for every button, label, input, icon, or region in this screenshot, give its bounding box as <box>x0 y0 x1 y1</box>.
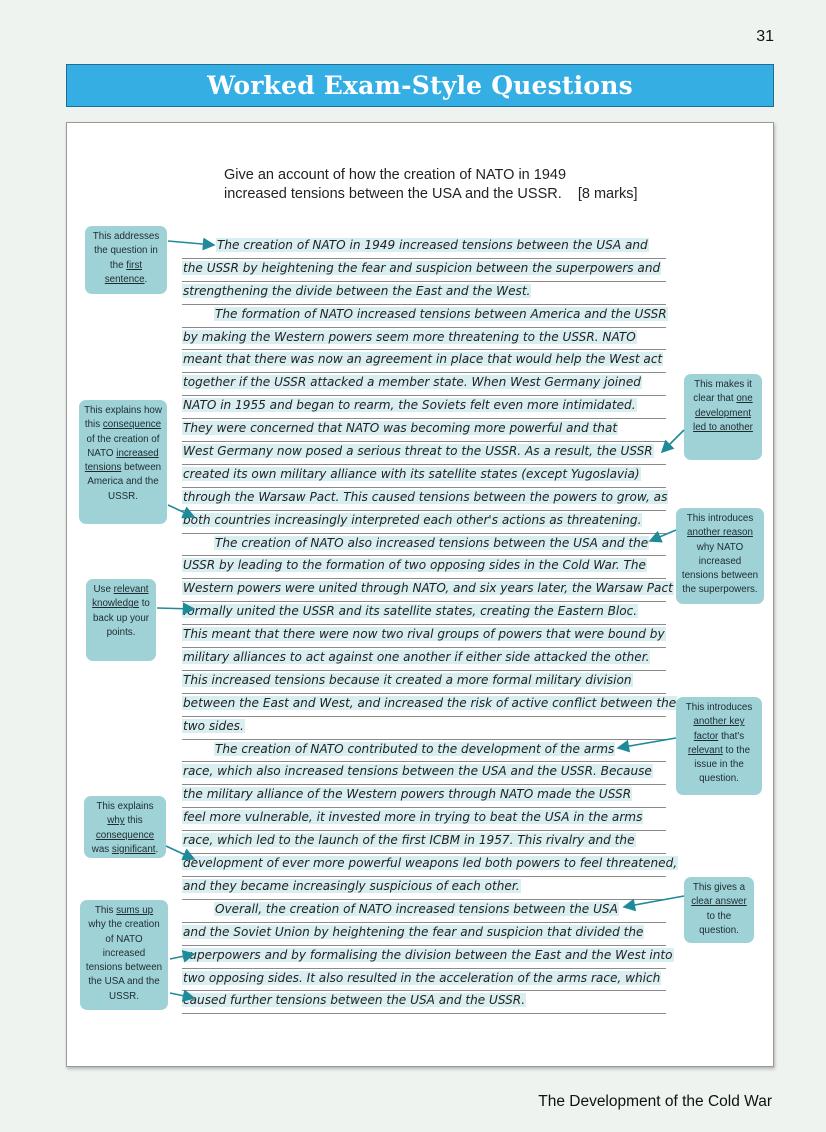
answer-line: by making the Western powers seem more threatening to the USSR. NATO <box>182 328 666 351</box>
annotation-another-factor: This introduces another key factor that's relevant to the issue in the question. <box>676 697 762 795</box>
answer-line: military alliances to act against one another if either side attacked the other. <box>182 648 666 671</box>
chapter-footer: The Development of the Cold War <box>538 1093 772 1110</box>
answer-line: NATO in 1955 and began to rearm, the Soviets felt even more intimidated. <box>182 396 666 419</box>
answer-line: The formation of NATO increased tensions between America and the USSR <box>182 305 666 328</box>
question-line-1: Give an account of how the creation of NATO in 1949 <box>224 167 567 183</box>
answer-line: the USSR by heightening the fear and suspicion between the superpowers and <box>182 259 666 282</box>
annotation-first-sentence: This addresses the question in the first sentence. <box>85 226 167 294</box>
arrow-significance <box>166 846 194 859</box>
arrow-another-factor <box>618 738 676 748</box>
annotation-one-development: This makes it clear that one development led to another <box>684 374 762 460</box>
answer-line: two sides. <box>182 717 666 740</box>
answer-line: race, which also increased tensions between the USA and the USSR. Because <box>182 762 666 785</box>
answer-line: meant that there was now an agreement in place that would help the West act <box>182 350 666 373</box>
answer-line: through the Warsaw Pact. This caused tensions between the powers to grow, as <box>182 488 666 511</box>
answer-line: The creation of NATO in 1949 increased tensions between the USA and <box>182 236 666 259</box>
answer-line: the military alliance of the Western powers through NATO made the USSR <box>182 785 666 808</box>
arrow-relevant-knowledge <box>157 608 194 609</box>
answer-line: two opposing sides. It also resulted in the acceleration of the arms race, which <box>182 969 666 992</box>
arrow-sums-up-1 <box>170 954 194 959</box>
arrow-sums-up-2 <box>170 993 194 998</box>
arrow-clear-answer <box>624 896 684 907</box>
answer-line: This increased tensions because it created a more formal military division <box>182 671 666 694</box>
arrow-consequence <box>168 505 194 517</box>
answer-line: Overall, the creation of NATO increased tensions between the USA <box>182 900 666 923</box>
page-number: 31 <box>756 28 774 45</box>
answer-line: race, which led to the launch of the first ICBM in 1957. This rivalry and the <box>182 831 666 854</box>
answer-line: between the East and West, and increased the risk of active conflict between the <box>182 694 666 717</box>
answer-line: West Germany now posed a serious threat to the USSR. As a result, the USSR <box>182 442 666 465</box>
answer-line: together if the USSR attacked a member state. When West Germany joined <box>182 373 666 396</box>
annotation-another-reason: This introduces another reason why NATO increased tensions between the superpowers. <box>676 508 764 604</box>
answer-line: They were concerned that NATO was becoming more powerful and that <box>182 419 666 442</box>
answer-line: USSR by leading to the formation of two opposing sides in the Cold War. The <box>182 556 666 579</box>
answer-line: The creation of NATO contributed to the development of the arms <box>182 740 666 763</box>
answer-line: The creation of NATO also increased tensions between the USA and the <box>182 534 666 557</box>
answer-line: formally united the USSR and its satellite states, creating the Eastern Bloc. <box>182 602 666 625</box>
annotation-consequence: This explains how this consequence of the creation of NATO increased tensions between America and the USSR. <box>79 400 167 524</box>
answer-line: Western powers were united through NATO, and six years later, the Warsaw Pact <box>182 579 666 602</box>
answer-line: This meant that there were now two rival groups of powers that were bound by <box>182 625 666 648</box>
answer-line: and they became increasingly suspicious of each other. <box>182 877 666 900</box>
question-line-2: increased tensions between the USA and the USSR. [8 marks] <box>224 186 638 202</box>
arrow-first-sentence <box>168 241 214 245</box>
answer-line: caused further tensions between the USA and the USSR. <box>182 991 666 1014</box>
answer-line: feel more vulnerable, it invested more in trying to beat the USA in the arms <box>182 808 666 831</box>
answer-line: both countries increasingly interpreted each other's actions as threatening. <box>182 511 666 534</box>
marks: [8 marks] <box>577 186 638 202</box>
arrow-one-development <box>662 430 684 452</box>
annotation-significance: This explains why this consequence was significant. <box>84 796 166 858</box>
answer-line: and the Soviet Union by heightening the fear and suspicion that divided the <box>182 923 666 946</box>
answer-line: strengthening the divide between the East and the West. <box>182 282 666 305</box>
page-title: Worked Exam-Style Questions <box>207 71 633 100</box>
answer-line: created its own military alliance with its satellite states (except Yugoslavia) <box>182 465 666 488</box>
annotation-clear-answer: This gives a clear answer to the question. <box>684 877 754 943</box>
answer-line: development of ever more powerful weapons led both powers to feel threatened, <box>182 854 666 877</box>
arrow-another-reason <box>650 530 676 541</box>
answer-line: superpowers and by formalising the division between the East and the West into <box>182 946 666 969</box>
annotation-sums-up: This sums up why the creation of NATO increased tensions between the USA and the USSR. <box>80 900 168 1010</box>
annotation-relevant-knowledge: Use relevant knowledge to back up your points. <box>86 579 156 661</box>
